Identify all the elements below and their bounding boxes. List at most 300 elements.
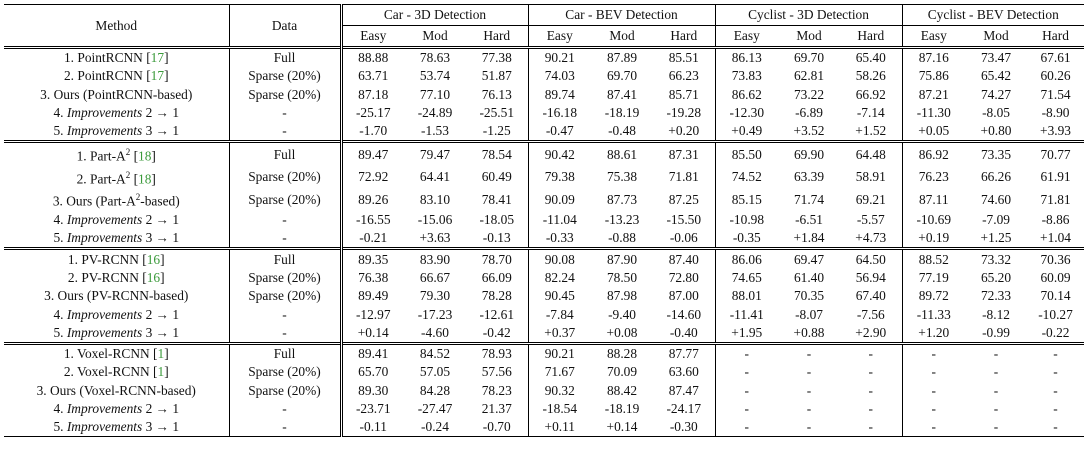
- value-cell: 78.93: [466, 343, 528, 363]
- sub-header-mod: Mod: [796, 28, 822, 43]
- sub-header-easy: Easy: [733, 28, 760, 43]
- method-number: 3.: [40, 86, 51, 102]
- value-cell: -1.53: [421, 123, 449, 139]
- method-number: 1.: [76, 148, 87, 164]
- value-cell: 89.72: [918, 288, 949, 304]
- value-cell: 71.74: [793, 191, 825, 207]
- value-cell: 87.89: [591, 48, 653, 68]
- table-row: [4, 343, 1084, 363]
- method-number: 1.: [67, 251, 78, 267]
- value-cell: 57.56: [466, 363, 528, 381]
- value-cell: 87.16: [902, 48, 965, 68]
- method-arrow: 2 → 1: [145, 105, 180, 121]
- group-header-car-bev: Car - BEV Detection: [528, 5, 715, 26]
- value-cell: 87.25: [653, 188, 715, 210]
- method-cell: [4, 324, 229, 344]
- value-cell: -15.50: [653, 211, 715, 229]
- sub-header-hard: Hard: [466, 26, 528, 48]
- value-cell: -: [993, 401, 999, 416]
- value-cell: -0.35: [732, 230, 761, 246]
- method-name: Voxel-RCNN: [77, 346, 150, 362]
- value-cell: +0.14: [357, 324, 389, 340]
- value-cell: 72.92: [358, 169, 389, 185]
- group-header-cyclist-bev: Cyclist - BEV Detection: [902, 5, 1084, 26]
- value-cell: 85.50: [715, 142, 778, 166]
- method-name-tail: -based): [140, 193, 180, 209]
- value-cell: -: [1053, 364, 1058, 380]
- value-cell: -0.88: [608, 230, 636, 246]
- value-cell: 67.40: [840, 287, 902, 305]
- method-number: 5.: [53, 419, 64, 435]
- table-row: [4, 188, 1084, 210]
- data-cell: Sparse (20%): [229, 188, 341, 210]
- method-name: Ours (Voxel-RCNN-based): [49, 382, 196, 398]
- value-cell: -0.24: [404, 418, 466, 437]
- value-cell: 70.35: [793, 288, 825, 304]
- value-cell: 90.21: [528, 343, 591, 363]
- value-cell: 90.21: [528, 48, 591, 68]
- value-cell: -14.60: [653, 305, 715, 323]
- value-cell: 61.40: [793, 269, 825, 285]
- value-cell: 66.92: [840, 86, 902, 104]
- method-number: 3.: [36, 382, 47, 398]
- table-row: [4, 382, 1084, 400]
- value-cell: 73.22: [793, 86, 825, 102]
- value-cell: -0.42: [466, 324, 528, 344]
- method-cell: 1. PointRCNN [17]: [4, 48, 229, 68]
- data-cell: -: [229, 211, 341, 229]
- method-arrow: 2 → 1: [145, 306, 180, 322]
- table-row: [4, 211, 1084, 229]
- value-cell: 87.18: [358, 86, 389, 102]
- value-cell: 69.47: [778, 249, 840, 269]
- value-cell: -25.51: [466, 104, 528, 122]
- value-cell: 74.03: [544, 68, 575, 84]
- value-cell: 89.26: [358, 191, 389, 207]
- table-row: [4, 48, 1084, 68]
- method-number: 1.: [63, 50, 75, 66]
- value-cell: -6.89: [795, 105, 823, 121]
- value-cell: 88.28: [591, 343, 653, 363]
- method-arrow: 2 → 1: [145, 212, 180, 228]
- value-cell: -12.30: [729, 105, 765, 121]
- value-cell: 63.60: [653, 363, 715, 381]
- value-cell: 66.09: [466, 269, 528, 287]
- data-cell: Sparse (20%): [229, 67, 341, 85]
- table-row: [4, 166, 1084, 188]
- method-cell: [4, 418, 229, 437]
- table-row: [4, 324, 1084, 344]
- citation-link: 1: [157, 346, 165, 362]
- value-cell: 71.54: [1040, 86, 1071, 102]
- value-cell: -10.69: [916, 212, 952, 228]
- table-row: [4, 249, 1084, 269]
- value-cell: -: [715, 343, 778, 363]
- value-cell: -: [931, 401, 936, 416]
- value-cell: 85.15: [731, 191, 762, 207]
- value-cell: -15.06: [417, 212, 453, 228]
- method-cell: 2. PV-RCNN [16]: [4, 269, 229, 287]
- value-cell: 58.26: [840, 67, 902, 85]
- value-cell: -8.07: [795, 306, 823, 322]
- sub-header-easy: Easy: [360, 28, 387, 43]
- value-cell: +0.88: [793, 324, 825, 340]
- value-cell: -: [931, 364, 936, 380]
- table-row: [4, 363, 1084, 381]
- value-cell: -12.61: [466, 305, 528, 323]
- value-cell: 87.73: [606, 191, 638, 207]
- value-cell: 73.47: [965, 48, 1027, 68]
- method-name: Ours (PointRCNN-based): [53, 86, 193, 102]
- value-cell: -0.21: [359, 230, 388, 246]
- value-cell: -8.90: [1041, 105, 1070, 121]
- value-cell: 89.49: [358, 288, 389, 304]
- data-cell: -: [229, 324, 341, 344]
- value-cell: -1.70: [359, 123, 388, 139]
- method-name: Voxel-RCNN: [77, 364, 150, 380]
- value-cell: 87.77: [653, 343, 715, 363]
- value-cell: -24.17: [653, 400, 715, 418]
- value-cell: 76.23: [918, 169, 949, 185]
- method-name: PV-RCNN: [81, 269, 139, 285]
- data-cell: -: [229, 418, 341, 437]
- value-cell: -: [902, 418, 965, 437]
- table-row: [4, 269, 1084, 287]
- citation-link: 1: [157, 364, 165, 380]
- value-cell: +4.73: [840, 229, 902, 249]
- value-cell: 86.13: [715, 48, 778, 68]
- data-cell: -: [229, 305, 341, 323]
- table-row: [4, 67, 1084, 85]
- method-cell: [4, 104, 229, 122]
- method-superscript: 2: [125, 169, 131, 180]
- value-cell: 65.70: [358, 364, 389, 380]
- value-cell: 87.00: [653, 287, 715, 305]
- citation-link: 18: [138, 171, 152, 187]
- value-cell: 71.81: [1040, 191, 1071, 207]
- value-cell: -5.57: [840, 211, 902, 229]
- value-cell: 70.09: [606, 364, 638, 380]
- value-cell: +1.04: [1040, 230, 1072, 246]
- value-cell: 74.27: [980, 86, 1012, 102]
- method-cell: [4, 305, 229, 323]
- method-cell: 1. PV-RCNN [16]: [4, 249, 229, 269]
- value-cell: -0.11: [341, 418, 404, 437]
- value-cell: -: [993, 364, 999, 380]
- value-cell: -11.41: [729, 306, 764, 322]
- value-cell: -25.17: [355, 105, 391, 121]
- method-number: 2.: [67, 269, 78, 285]
- value-cell: -11.30: [916, 105, 951, 121]
- value-cell: 66.67: [419, 269, 451, 285]
- value-cell: 79.30: [419, 288, 451, 304]
- value-cell: 90.42: [528, 142, 591, 166]
- value-cell: -11.33: [916, 306, 951, 322]
- data-cell: -: [229, 400, 341, 418]
- value-cell: -: [1027, 343, 1084, 363]
- value-cell: 63.71: [358, 68, 389, 84]
- method-cell: 1. Voxel-RCNN [1]: [4, 343, 229, 363]
- method-name: Part-A: [90, 171, 126, 187]
- value-cell: -12.97: [355, 306, 391, 322]
- method-name: PointRCNN: [77, 68, 143, 84]
- value-cell: 65.40: [840, 48, 902, 68]
- value-cell: 90.45: [544, 288, 575, 304]
- value-cell: 89.47: [341, 142, 404, 166]
- value-cell: 84.28: [419, 382, 451, 398]
- method-number: 4.: [53, 306, 64, 322]
- table-row: [4, 287, 1084, 305]
- citation-link: 17: [150, 50, 165, 66]
- value-cell: 78.50: [606, 269, 638, 285]
- data-cell: Full: [229, 249, 341, 269]
- sub-header-easy: Easy: [546, 28, 573, 43]
- value-cell: -: [931, 382, 936, 398]
- value-cell: -: [744, 364, 749, 380]
- value-cell: 74.52: [731, 169, 762, 185]
- method-number: 3.: [52, 193, 63, 209]
- table-row: [4, 122, 1084, 142]
- method-cell: [4, 188, 229, 210]
- value-cell: +1.20: [918, 324, 950, 340]
- value-cell: 78.41: [466, 188, 528, 210]
- value-cell: 21.37: [466, 400, 528, 418]
- value-cell: +1.84: [793, 230, 825, 246]
- value-cell: 83.90: [404, 249, 466, 269]
- method-number: 2.: [63, 68, 75, 84]
- method-name: Improvements: [66, 230, 143, 246]
- value-cell: -4.60: [421, 324, 449, 340]
- value-cell: 87.47: [653, 382, 715, 400]
- value-cell: 86.92: [902, 142, 965, 166]
- value-cell: 82.24: [544, 269, 575, 285]
- method-name: Improvements: [66, 324, 143, 340]
- value-cell: -: [840, 382, 902, 400]
- value-cell: 64.41: [419, 169, 451, 185]
- data-header: Data: [229, 5, 341, 48]
- value-cell: 77.38: [466, 48, 528, 68]
- value-cell: 88.01: [731, 288, 762, 304]
- data-cell: Sparse (20%): [229, 287, 341, 305]
- value-cell: -: [715, 418, 778, 437]
- value-cell: 75.38: [606, 169, 638, 185]
- method-cell: 2. Part-$A^2$ [18]: [4, 166, 229, 188]
- value-cell: 76.38: [358, 269, 389, 285]
- value-cell: -7.84: [545, 306, 574, 322]
- value-cell: -0.13: [466, 229, 528, 249]
- method-name: Improvements: [66, 212, 143, 228]
- value-cell: 78.23: [466, 382, 528, 400]
- citation-link: 17: [150, 68, 165, 84]
- value-cell: -10.27: [1038, 306, 1073, 322]
- value-cell: 60.49: [466, 166, 528, 188]
- data-cell: Sparse (20%): [229, 363, 341, 381]
- value-cell: -7.56: [840, 305, 902, 323]
- method-number: 4.: [53, 105, 64, 121]
- value-cell: 84.52: [404, 343, 466, 363]
- value-cell: -: [902, 343, 965, 363]
- sub-header-easy: Easy: [920, 28, 947, 43]
- value-cell: 88.61: [591, 142, 653, 166]
- value-cell: -: [965, 343, 1027, 363]
- method-cell: [4, 86, 229, 104]
- value-cell: -: [1053, 401, 1058, 416]
- value-cell: 89.30: [358, 382, 389, 398]
- value-cell: +0.08: [606, 324, 638, 340]
- value-cell: -10.98: [729, 212, 765, 228]
- value-cell: +0.49: [731, 123, 763, 139]
- value-cell: 87.98: [606, 288, 638, 304]
- value-cell: -0.70: [466, 418, 528, 437]
- value-cell: 88.52: [902, 249, 965, 269]
- table-row: [4, 104, 1084, 122]
- method-cell: [4, 400, 229, 418]
- value-cell: 76.13: [466, 86, 528, 104]
- value-cell: 78.63: [404, 48, 466, 68]
- data-cell: -: [229, 104, 341, 122]
- value-cell: -: [778, 418, 840, 437]
- value-cell: 86.62: [731, 86, 762, 102]
- method-number: 2.: [76, 171, 87, 187]
- method-cell: 2. PointRCNN [17]: [4, 67, 229, 85]
- method-arrow: 3 → 1: [145, 230, 180, 246]
- value-cell: 60.09: [1040, 269, 1071, 285]
- value-cell: -24.89: [417, 105, 453, 121]
- value-cell: -16.55: [355, 212, 391, 228]
- method-cell: [4, 122, 229, 142]
- value-cell: -16.18: [542, 105, 578, 121]
- value-cell: +0.14: [591, 418, 653, 437]
- method-name: PointRCNN: [77, 50, 143, 66]
- sub-header-mod: Mod: [422, 28, 448, 43]
- value-cell: 88.42: [606, 382, 638, 398]
- value-cell: -0.47: [545, 123, 574, 139]
- value-cell: 78.70: [466, 249, 528, 269]
- method-name: Ours (Part-A: [66, 193, 136, 209]
- data-cell: Sparse (20%): [229, 166, 341, 188]
- value-cell: 72.33: [980, 288, 1012, 304]
- value-cell: 71.81: [653, 166, 715, 188]
- value-cell: 90.08: [528, 249, 591, 269]
- value-cell: -8.12: [982, 306, 1010, 322]
- value-cell: 69.70: [778, 48, 840, 68]
- method-name: Part-A: [90, 148, 126, 164]
- value-cell: -: [840, 418, 902, 437]
- value-cell: 87.31: [653, 142, 715, 166]
- group-header-cyclist-3d: Cyclist - 3D Detection: [715, 5, 902, 26]
- table-row: [4, 418, 1084, 437]
- value-cell: 87.40: [653, 249, 715, 269]
- method-number: 4.: [53, 401, 64, 416]
- value-cell: 86.06: [715, 249, 778, 269]
- value-cell: 66.26: [980, 169, 1012, 185]
- data-cell: Sparse (20%): [229, 382, 341, 400]
- sub-header-hard: Hard: [840, 26, 902, 48]
- method-number: 5.: [53, 230, 64, 246]
- citation-link: 16: [146, 251, 161, 267]
- value-cell: 85.71: [653, 86, 715, 104]
- data-cell: Full: [229, 142, 341, 166]
- value-cell: -18.19: [604, 105, 640, 121]
- value-cell: -: [806, 401, 812, 416]
- table-row: [4, 142, 1084, 166]
- value-cell: 73.83: [731, 68, 762, 84]
- value-cell: 63.39: [793, 169, 825, 185]
- value-cell: -9.40: [608, 306, 636, 322]
- sub-header-hard: Hard: [653, 26, 715, 48]
- value-cell: -18.05: [466, 211, 528, 229]
- value-cell: -0.22: [1041, 324, 1070, 340]
- value-cell: -0.06: [653, 229, 715, 249]
- value-cell: +2.90: [840, 324, 902, 344]
- results-table-container: [4, 4, 1084, 437]
- value-cell: 90.32: [544, 382, 575, 398]
- value-cell: 65.20: [980, 269, 1012, 285]
- value-cell: -0.33: [545, 230, 574, 246]
- value-cell: +3.93: [1040, 123, 1072, 139]
- value-cell: -: [965, 418, 1027, 437]
- value-cell: -: [744, 382, 749, 398]
- value-cell: 78.54: [466, 142, 528, 166]
- data-cell: Full: [229, 343, 341, 363]
- value-cell: -: [993, 382, 999, 398]
- value-cell: 65.42: [980, 68, 1012, 84]
- method-number: 3.: [44, 288, 55, 304]
- value-cell: +0.11: [528, 418, 591, 437]
- value-cell: -: [840, 343, 902, 363]
- value-cell: 77.19: [918, 269, 949, 285]
- value-cell: 87.21: [918, 86, 949, 102]
- value-cell: -0.48: [608, 123, 636, 139]
- value-cell: 58.91: [840, 166, 902, 188]
- sub-header-hard: Hard: [1042, 28, 1069, 43]
- value-cell: -: [806, 364, 812, 380]
- value-cell: -: [744, 401, 749, 416]
- data-cell: -: [229, 122, 341, 142]
- value-cell: -7.14: [840, 104, 902, 122]
- value-cell: -27.47: [417, 401, 453, 416]
- value-cell: -6.51: [795, 212, 823, 228]
- value-cell: 71.67: [544, 364, 575, 380]
- value-cell: -0.30: [653, 418, 715, 437]
- method-name: Improvements: [66, 419, 143, 435]
- value-cell: 70.77: [1027, 142, 1084, 166]
- method-number: 5.: [53, 123, 64, 139]
- value-cell: 77.10: [419, 86, 451, 102]
- value-cell: 72.80: [653, 269, 715, 287]
- value-cell: 70.36: [1027, 249, 1084, 269]
- method-name: Ours (PV-RCNN-based): [57, 288, 189, 304]
- method-name: PV-RCNN: [81, 251, 139, 267]
- value-cell: 87.11: [918, 191, 949, 207]
- value-cell: 87.90: [591, 249, 653, 269]
- value-cell: 64.48: [840, 142, 902, 166]
- value-cell: 74.65: [731, 269, 762, 285]
- value-cell: +1.52: [840, 122, 902, 142]
- method-arrow: 2 → 1: [145, 401, 180, 416]
- method-cell: 1. Part-$A^2$ [18]: [4, 142, 229, 166]
- method-superscript: 2: [135, 192, 141, 203]
- value-cell: -: [840, 363, 902, 381]
- method-superscript: 2: [125, 147, 131, 158]
- data-cell: Sparse (20%): [229, 86, 341, 104]
- value-cell: -: [778, 343, 840, 363]
- value-cell: 85.51: [653, 48, 715, 68]
- value-cell: 89.74: [544, 86, 575, 102]
- data-cell: Sparse (20%): [229, 269, 341, 287]
- value-cell: 73.32: [965, 249, 1027, 269]
- method-cell: [4, 229, 229, 249]
